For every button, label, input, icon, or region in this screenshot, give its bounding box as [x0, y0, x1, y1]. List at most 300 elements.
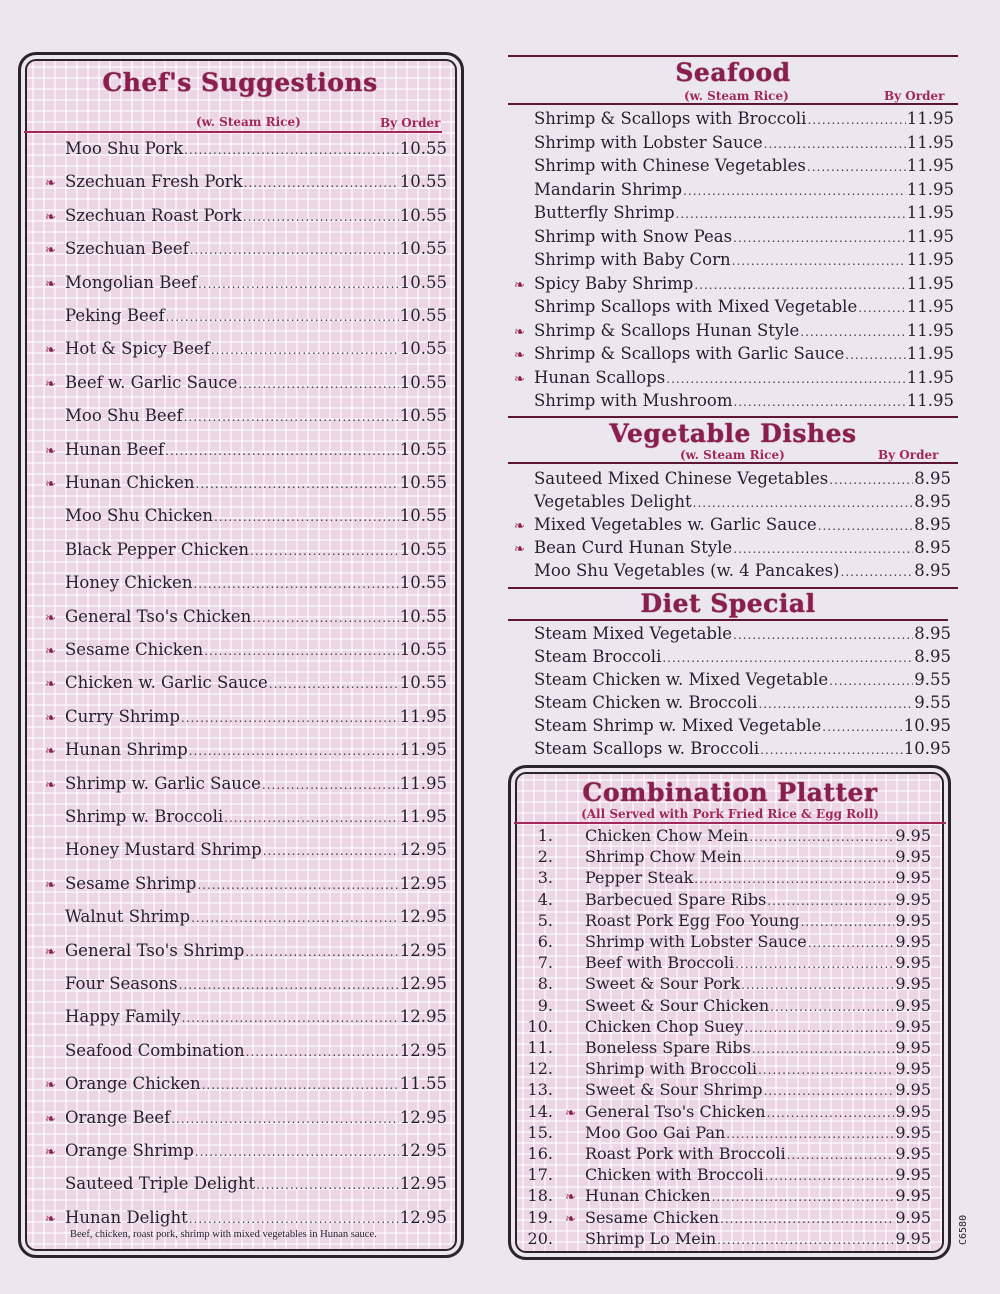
item-name: Roast Pork with Broccoli	[585, 1144, 786, 1163]
item-name: Steam Scallops w. Broccoli	[534, 739, 760, 758]
item-number: 3.	[537, 868, 553, 888]
dot-leader	[262, 778, 399, 792]
diet-header-rule	[508, 619, 948, 621]
item-name: General Tso's Shrimp	[65, 940, 245, 960]
menu-item	[45, 206, 447, 225]
vegetable-dishes-title: Vegetable Dishes	[609, 419, 857, 448]
menu-item	[514, 344, 954, 363]
item-price: 9.95	[895, 1016, 931, 1036]
item-name: Shrimp with Lobster Sauce	[585, 932, 807, 951]
menu-item	[45, 907, 447, 926]
item-name: Sesame Chicken	[585, 1207, 719, 1227]
item-number: 11.	[527, 1038, 553, 1057]
seafood-title: Seafood	[675, 58, 791, 87]
menu-item	[523, 1229, 931, 1248]
pepper-icon: ❧	[45, 644, 56, 659]
dot-leader	[238, 377, 398, 391]
item-name: Barbecued Spare Ribs	[585, 889, 767, 909]
item-name: Moo Shu Pork	[65, 139, 184, 158]
dot-leader	[818, 519, 914, 533]
item-name: Sweet & Sour Pork	[585, 974, 741, 994]
pepper-icon: ❧	[45, 1211, 56, 1227]
menu-item	[45, 172, 447, 191]
item-number: 16.	[527, 1144, 553, 1163]
item-price: 10.55	[399, 372, 447, 392]
hunan-delight-footnote: Beef, chicken, roast pork, shrimp with mixed vegetables in Hunan sauce.	[70, 1229, 377, 1240]
item-price: 9.95	[895, 847, 931, 867]
item-price: 10.55	[399, 172, 447, 192]
menu-item	[45, 1041, 447, 1060]
dot-leader	[191, 911, 399, 925]
menu-item	[514, 274, 954, 293]
dot-leader	[712, 1190, 895, 1204]
item-price: 11.95	[906, 367, 954, 387]
item-price: 12.95	[399, 907, 447, 927]
menu-item	[523, 932, 931, 951]
item-name: Szechuan Roast Pork	[65, 205, 242, 225]
menu-item	[514, 391, 954, 410]
item-price: 9.95	[895, 1186, 931, 1206]
dot-leader	[800, 325, 905, 339]
combo-header-rule	[514, 822, 946, 824]
menu-item	[45, 874, 447, 893]
pepper-icon: ❧	[45, 1145, 56, 1160]
dot-leader	[749, 830, 894, 844]
item-name: Orange Shrimp	[65, 1141, 194, 1160]
item-name: Sesame Shrimp	[65, 873, 197, 893]
dot-leader	[743, 851, 895, 865]
item-name: Sauteed Mixed Chinese Vegetables	[534, 469, 829, 488]
pepper-icon: ❧	[45, 744, 56, 760]
item-price: 11.95	[399, 706, 447, 726]
item-number: 9.	[537, 995, 553, 1015]
item-name: Seafood Combination	[65, 1040, 245, 1060]
menu-item	[45, 774, 447, 793]
dot-leader	[244, 176, 399, 190]
item-name: Steam Broccoli	[534, 647, 662, 666]
item-price: 10.55	[399, 573, 447, 593]
item-price: 11.55	[399, 1074, 447, 1094]
menu-item	[45, 941, 447, 960]
pepper-icon: ❧	[514, 371, 525, 387]
dot-leader	[829, 674, 913, 688]
item-price: 11.95	[906, 156, 954, 175]
dot-leader	[807, 113, 905, 127]
item-price: 10.55	[399, 539, 447, 559]
item-name: Moo Shu Beef	[65, 406, 183, 426]
item-name: Sesame Chicken	[65, 640, 204, 659]
item-price: 12.95	[399, 1174, 447, 1194]
seafood-by-order-label: By Order	[884, 89, 945, 103]
pepper-icon: ❧	[45, 276, 56, 292]
item-price: 10.55	[399, 239, 447, 259]
menu-item	[45, 306, 447, 325]
dot-leader	[717, 1233, 894, 1247]
dot-leader	[733, 231, 906, 245]
item-number: 8.	[537, 974, 553, 994]
menu-item	[45, 139, 447, 158]
item-name: Shrimp w. Broccoli	[65, 807, 224, 826]
dot-leader	[193, 577, 398, 591]
dot-leader	[214, 510, 399, 524]
dot-leader	[760, 743, 903, 757]
dot-leader	[770, 1000, 894, 1014]
item-number: 17.	[527, 1165, 553, 1185]
item-price: 12.95	[399, 1207, 447, 1227]
pepper-icon: ❧	[45, 1078, 56, 1094]
dot-leader	[845, 348, 906, 362]
dot-leader	[732, 254, 906, 268]
item-price: 9.95	[895, 1122, 931, 1142]
menu-item	[514, 693, 951, 712]
menu-item	[514, 739, 951, 758]
item-price: 10.55	[399, 439, 447, 459]
dot-leader	[196, 477, 399, 491]
menu-item	[514, 109, 954, 128]
dot-leader	[256, 1178, 399, 1192]
menu-item	[45, 1208, 447, 1227]
pepper-icon: ❧	[565, 1105, 576, 1121]
dot-leader	[190, 243, 399, 257]
menu-item	[45, 1108, 447, 1127]
item-price: 11.95	[906, 179, 954, 199]
menu-item	[514, 670, 951, 689]
item-number: 20.	[527, 1228, 553, 1248]
item-number: 6.	[537, 932, 553, 951]
menu-item	[523, 1038, 931, 1057]
dot-leader	[758, 1063, 894, 1077]
item-name: Shrimp Scallops with Mixed Vegetable	[534, 297, 858, 316]
item-number: 10.	[527, 1016, 553, 1036]
dot-leader	[197, 878, 398, 892]
dot-leader	[683, 184, 906, 198]
item-name: Happy Family	[65, 1007, 181, 1027]
item-number: 15.	[527, 1122, 553, 1142]
item-name: Mixed Vegetables w. Garlic Sauce	[534, 515, 817, 534]
item-name: Shrimp & Scallops with Garlic Sauce	[534, 344, 845, 363]
dot-leader	[733, 628, 913, 642]
item-price: 11.95	[399, 807, 447, 826]
item-number: 5.	[537, 910, 553, 930]
item-name: Orange Chicken	[65, 1074, 201, 1094]
item-price: 12.95	[399, 873, 447, 893]
item-name: Hunan Chicken	[585, 1186, 711, 1206]
dot-leader	[841, 565, 914, 579]
item-name: Szechuan Beef	[65, 239, 189, 259]
menu-item	[45, 540, 447, 559]
menu-item	[514, 250, 954, 269]
item-name: Boneless Spare Ribs	[585, 1038, 751, 1057]
menu-item	[523, 1059, 931, 1078]
dot-leader	[694, 872, 894, 886]
item-name: Mongolian Beef	[65, 272, 197, 292]
seafood-steam-rice-note: (w. Steam Rice)	[684, 89, 789, 103]
item-name: Shrimp with Mushroom	[534, 391, 733, 410]
item-name: Steam Chicken w. Mixed Vegetable	[534, 670, 829, 689]
dot-leader	[752, 1042, 895, 1056]
dot-leader	[263, 844, 399, 858]
combination-platter-title: Combination Platter	[582, 778, 878, 807]
menu-item	[45, 373, 447, 392]
item-price: 12.95	[399, 1141, 447, 1160]
item-name: Bean Curd Hunan Style	[534, 538, 733, 557]
dot-leader	[179, 978, 399, 992]
dot-leader	[182, 1011, 399, 1025]
menu-item	[514, 368, 954, 387]
vegetable-by-order-label: By Order	[878, 448, 939, 462]
pepper-icon: ❧	[45, 209, 56, 225]
chefs-steam-rice-note: (w. Steam Rice)	[196, 115, 301, 129]
menu-item	[45, 840, 447, 859]
item-price: 11.95	[906, 226, 954, 246]
item-name: Pepper Steak	[585, 868, 694, 888]
pepper-icon: ❧	[514, 348, 525, 363]
item-name: Orange Beef	[65, 1107, 171, 1127]
item-name: Shrimp with Baby Corn	[534, 250, 731, 269]
dot-leader	[694, 278, 905, 292]
item-price: 10.55	[399, 205, 447, 225]
item-name: Beef with Broccoli	[585, 953, 735, 973]
menu-item	[45, 740, 447, 759]
menu-item	[45, 273, 447, 292]
item-price: 9.95	[895, 868, 931, 888]
item-price: 10.95	[903, 739, 951, 758]
item-price: 12.95	[399, 840, 447, 860]
pepper-icon: ❧	[45, 877, 56, 893]
item-price: 8.95	[914, 624, 951, 643]
item-name: Chicken with Broccoli	[585, 1165, 764, 1185]
menu-item	[523, 1123, 931, 1142]
dot-leader	[211, 343, 399, 357]
print-code: C6580	[958, 1214, 969, 1245]
dot-leader	[720, 1212, 894, 1226]
item-name: Moo Shu Vegetables (w. 4 Pancakes)	[534, 561, 840, 580]
dot-leader	[184, 143, 399, 157]
dot-leader	[224, 811, 399, 825]
dot-leader	[666, 372, 905, 386]
pepper-icon: ❧	[45, 610, 56, 626]
item-price: 8.95	[914, 538, 951, 557]
item-name: Peking Beef	[65, 306, 165, 325]
item-name: Hunan Delight	[65, 1207, 188, 1227]
menu-item	[514, 469, 951, 488]
item-name: Mandarin Shrimp	[534, 179, 683, 199]
item-name: Honey Mustard Shrimp	[65, 840, 262, 860]
item-name: Shrimp Chow Mein	[585, 847, 742, 867]
dot-leader	[171, 1112, 399, 1126]
item-price: 10.55	[399, 473, 447, 492]
dot-leader	[787, 1148, 895, 1162]
dot-leader	[764, 137, 906, 151]
pepper-icon: ❧	[45, 243, 56, 259]
item-name: Hunan Scallops	[534, 367, 666, 387]
item-price: 11.95	[399, 740, 447, 760]
dot-leader	[662, 651, 913, 665]
item-price: 8.95	[914, 647, 951, 666]
item-price: 9.95	[895, 932, 931, 951]
dot-leader	[676, 207, 906, 221]
item-name: Steam Chicken w. Broccoli	[534, 693, 758, 712]
menu-item	[523, 974, 931, 993]
menu-item	[514, 203, 954, 222]
item-price: 9.95	[895, 826, 931, 845]
menu-item	[523, 996, 931, 1015]
item-price: 10.55	[399, 339, 447, 359]
dot-leader	[252, 611, 399, 625]
menu-item	[514, 515, 951, 534]
item-price: 10.95	[903, 716, 951, 735]
dot-leader	[204, 644, 399, 658]
menu-item	[514, 321, 954, 340]
item-name: Steam Shrimp w. Mixed Vegetable	[534, 716, 822, 735]
menu-item	[45, 707, 447, 726]
item-name: Hot & Spicy Beef	[65, 339, 210, 359]
menu-item	[45, 406, 447, 425]
item-price: 8.95	[914, 492, 951, 511]
item-price: 12.95	[399, 1007, 447, 1027]
item-price: 10.55	[399, 139, 447, 158]
menu-item	[45, 440, 447, 459]
item-price: 11.95	[906, 297, 954, 316]
item-name: Sweet & Sour Chicken	[585, 995, 770, 1015]
item-name: Chicken Chow Mein	[585, 826, 749, 845]
dot-leader	[807, 160, 906, 174]
item-number: 7.	[537, 953, 553, 973]
item-price: 10.55	[399, 272, 447, 292]
item-name: Shrimp with Chinese Vegetables	[534, 156, 806, 175]
item-number: 1.	[537, 826, 553, 845]
menu-item	[523, 826, 931, 845]
item-price: 9.95	[895, 953, 931, 973]
item-name: Moo Shu Chicken	[65, 506, 213, 526]
menu-item	[45, 1174, 447, 1193]
item-price: 11.95	[906, 391, 954, 410]
item-name: Roast Pork Egg Foo Young	[585, 910, 800, 930]
menu-item	[45, 1141, 447, 1160]
dot-leader	[181, 711, 399, 725]
dot-leader	[250, 544, 399, 558]
menu-item	[45, 807, 447, 826]
dot-leader	[269, 677, 399, 691]
item-number: 4.	[537, 889, 553, 909]
pepper-icon: ❧	[45, 1111, 56, 1127]
item-price: 12.95	[399, 1040, 447, 1060]
dot-leader	[189, 1212, 399, 1226]
menu-item	[514, 561, 951, 580]
item-price: 9.95	[895, 1038, 931, 1057]
dot-leader	[165, 444, 399, 458]
pepper-icon: ❧	[514, 324, 525, 340]
pepper-icon: ❧	[45, 176, 56, 192]
dot-leader	[245, 945, 398, 959]
item-number: 19.	[527, 1207, 553, 1227]
menu-item	[523, 890, 931, 909]
item-price: 8.95	[914, 469, 951, 488]
item-number: 2.	[537, 847, 553, 867]
item-name: Curry Shrimp	[65, 706, 180, 726]
menu-item	[514, 180, 954, 199]
dot-leader	[801, 915, 895, 929]
item-price: 9.95	[895, 974, 931, 994]
item-price: 11.95	[399, 773, 447, 793]
item-name: Chicken w. Garlic Sauce	[65, 673, 268, 693]
item-name: Shrimp Lo Mein	[585, 1228, 717, 1248]
item-price: 10.55	[399, 306, 447, 325]
chefs-by-order-label: By Order	[380, 116, 441, 130]
menu-item	[514, 227, 954, 246]
item-price: 10.55	[399, 673, 447, 693]
item-price: 9.95	[895, 910, 931, 930]
menu-item	[523, 953, 931, 972]
item-price: 11.95	[906, 250, 954, 269]
pepper-icon: ❧	[45, 477, 56, 492]
menu-item	[523, 847, 931, 866]
menu-item	[514, 716, 951, 735]
dot-leader	[741, 978, 894, 992]
pepper-icon: ❧	[565, 1190, 576, 1206]
dot-leader	[693, 496, 914, 510]
menu-item	[523, 868, 931, 887]
dot-leader	[858, 301, 906, 315]
menu-item	[45, 573, 447, 592]
menu-item	[514, 492, 951, 511]
menu-item	[45, 506, 447, 525]
item-price: 9.95	[895, 1228, 931, 1248]
menu-item	[45, 640, 447, 659]
item-name: Beef w. Garlic Sauce	[65, 372, 238, 392]
pepper-icon: ❧	[45, 944, 56, 960]
menu-item	[514, 647, 951, 666]
pepper-icon: ❧	[45, 443, 56, 459]
dot-leader	[726, 1127, 894, 1141]
item-name: Shrimp w. Garlic Sauce	[65, 773, 261, 793]
dot-leader	[189, 744, 399, 758]
item-number: 18.	[527, 1186, 553, 1206]
item-name: Vegetables Delight	[534, 492, 692, 511]
vegetable-header-rule	[508, 462, 958, 464]
dot-leader	[166, 310, 399, 324]
dot-leader	[767, 1106, 895, 1120]
item-price: 11.95	[906, 109, 954, 128]
item-price: 9.55	[914, 670, 951, 689]
chefs-header-rule	[24, 131, 442, 133]
item-name: Black Pepper Chicken	[65, 539, 250, 559]
item-price: 10.55	[399, 606, 447, 626]
chefs-suggestions-title: Chef's Suggestions	[102, 68, 378, 97]
item-price: 9.95	[895, 1080, 931, 1100]
item-price: 9.95	[895, 889, 931, 909]
dot-leader	[767, 894, 894, 908]
item-name: Spicy Baby Shrimp	[534, 273, 694, 293]
pepper-icon: ❧	[565, 1211, 576, 1227]
item-price: 9.95	[895, 1101, 931, 1121]
item-name: Shrimp & Scallops with Broccoli	[534, 109, 807, 128]
pepper-icon: ❧	[45, 343, 56, 359]
dot-leader	[198, 277, 399, 291]
diet-special-title: Diet Special	[640, 589, 816, 618]
dot-leader	[735, 957, 894, 971]
item-name: Sweet & Sour Shrimp	[585, 1080, 763, 1100]
item-number: 13.	[527, 1080, 553, 1100]
dot-leader	[765, 1169, 895, 1183]
pepper-icon: ❧	[45, 376, 56, 392]
pepper-icon: ❧	[514, 542, 525, 557]
menu-item	[523, 1144, 931, 1163]
menu-item	[514, 133, 954, 152]
item-price: 9.95	[895, 1207, 931, 1227]
dot-leader	[195, 1145, 399, 1159]
menu-item	[45, 1074, 447, 1093]
